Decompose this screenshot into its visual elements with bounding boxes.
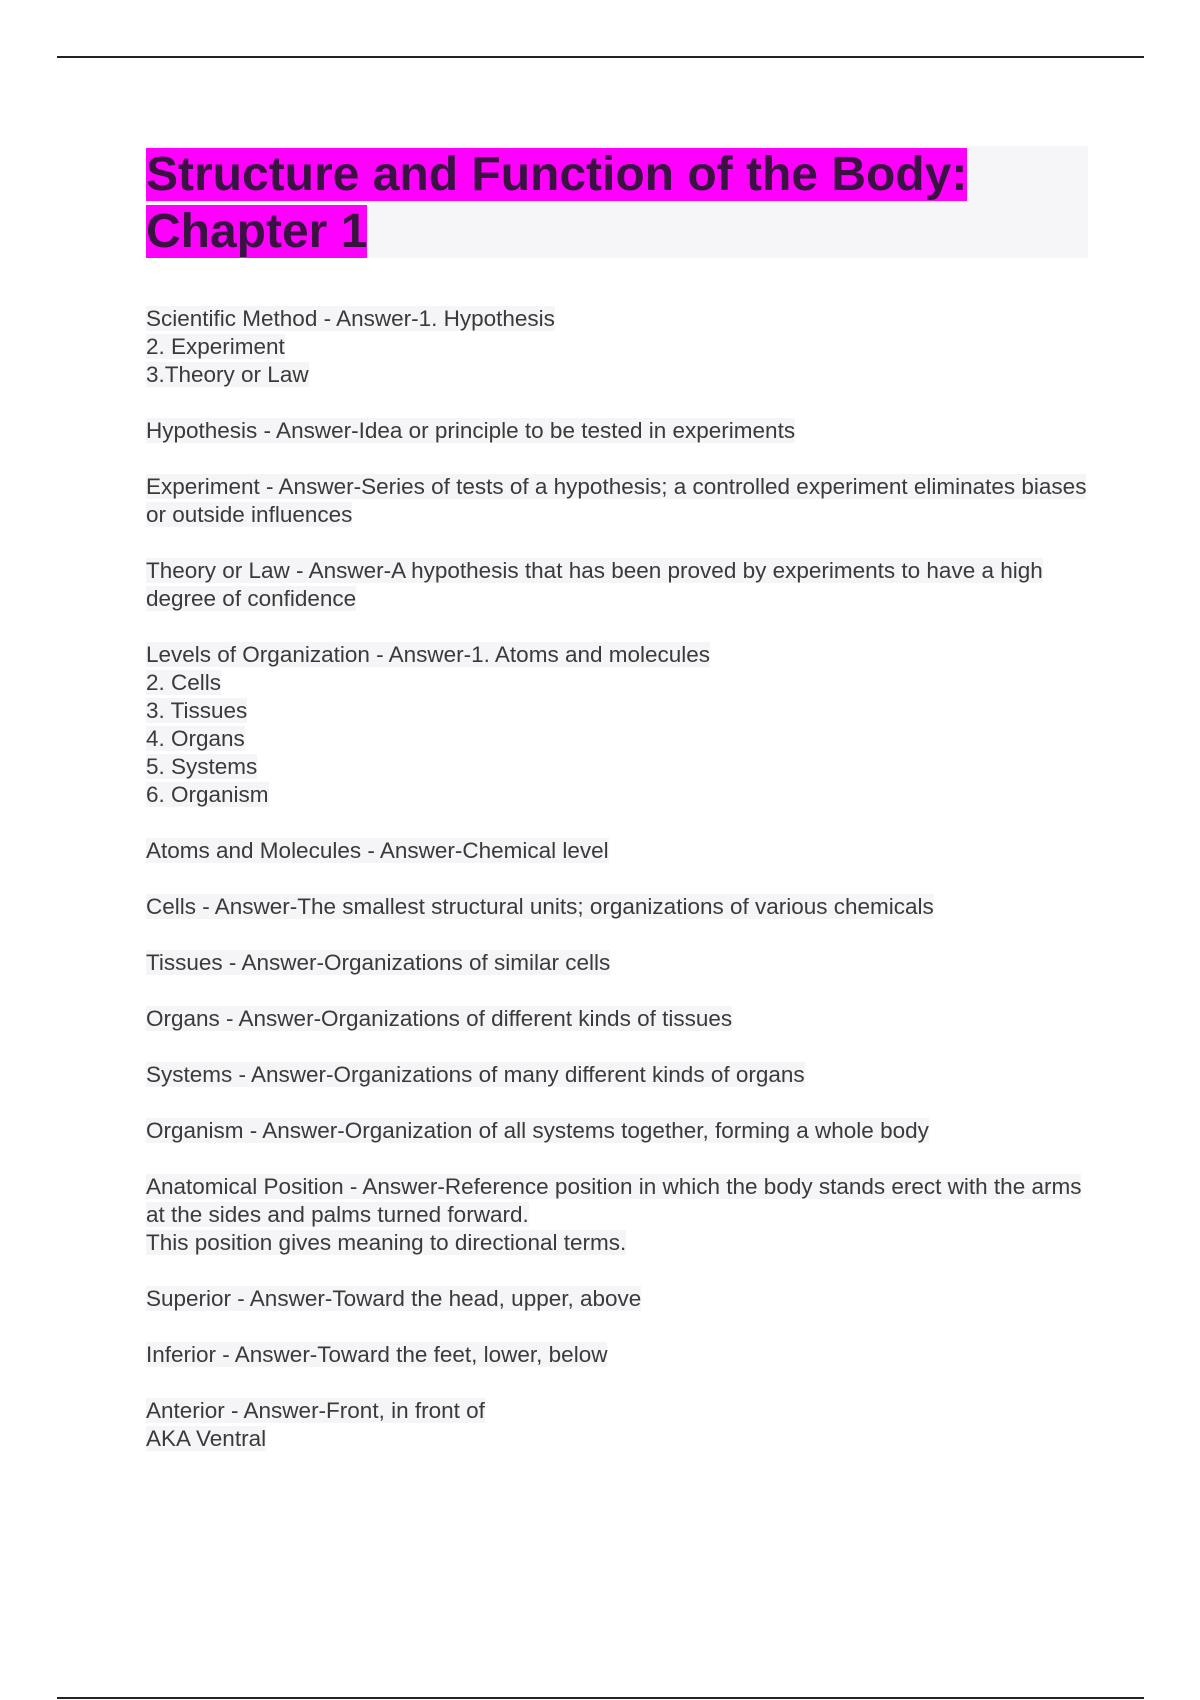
qa-entry-text: Organism - Answer-Organization of all systems together, forming a whole body — [146, 1118, 929, 1143]
qa-entry-text: Hypothesis - Answer-Idea or principle to be tested in experiments — [146, 418, 796, 443]
qa-entry-theory-or-law — [146, 557, 1106, 613]
qa-entry-text: Experiment - Answer-Series of tests of a hypothesis; a controlled experiment eliminates biases or outside influences — [146, 474, 1087, 527]
qa-entry-text: Atoms and Molecules - Answer-Chemical level — [146, 838, 609, 863]
qa-entry-text: Theory or Law - Answer-A hypothesis that has been proved by experiments to have a high degree of confidence — [146, 558, 1043, 611]
page-title — [146, 146, 1088, 260]
qa-entry-systems — [146, 1061, 1106, 1089]
qa-entry-inferior — [146, 1341, 1106, 1369]
qa-entry-text: Scientific Method - Answer-1. Hypothesis 2. Experiment 3.Theory or Law — [146, 306, 555, 387]
qa-entry-tissues — [146, 949, 1106, 977]
top-rule — [57, 56, 1144, 58]
qa-entry-text: Cells - Answer-The smallest structural units; organizations of various chemicals — [146, 894, 934, 919]
qa-entry-text: Tissues - Answer-Organizations of similar cells — [146, 950, 611, 975]
qa-entry-text: Levels of Organization - Answer-1. Atoms and molecules 2. Cells 3. Tissues 4. Organs 5. Systems 6. Organism — [146, 642, 711, 807]
qa-entry-hypothesis — [146, 417, 1106, 445]
title-block — [146, 146, 1088, 258]
qa-entry-text: Organs - Answer-Organizations of different kinds of tissues — [146, 1006, 733, 1031]
qa-entry-experiment — [146, 473, 1106, 529]
bottom-rule — [57, 1697, 1144, 1699]
qa-entry-anatomical-position — [146, 1173, 1106, 1257]
qa-entry-text: Anatomical Position - Answer-Reference position in which the body stands erect with the arms at the sides and palms turned forward. This position gives meaning to directional terms. — [146, 1174, 1082, 1255]
qa-entry-anterior — [146, 1397, 1106, 1453]
qa-entry-organism — [146, 1117, 1106, 1145]
qa-entry-text: Superior - Answer-Toward the head, upper, above — [146, 1286, 642, 1311]
qa-entry-atoms-and-molecules — [146, 837, 1106, 865]
qa-entry-text: Anterior - Answer-Front, in front of AKA Ventral — [146, 1398, 485, 1451]
qa-entry-text: Systems - Answer-Organizations of many different kinds of organs — [146, 1062, 805, 1087]
qa-entry-cells — [146, 893, 1106, 921]
qa-entry-organs — [146, 1005, 1106, 1033]
qa-entry-text: Inferior - Answer-Toward the feet, lower, below — [146, 1342, 608, 1367]
qa-entry-levels-of-organization — [146, 641, 1106, 809]
qa-list — [146, 305, 1106, 1481]
qa-entry-superior — [146, 1285, 1106, 1313]
qa-entry-scientific-method — [146, 305, 1106, 389]
page-title-text: Structure and Function of the Body: Chapter 1 — [146, 148, 968, 258]
